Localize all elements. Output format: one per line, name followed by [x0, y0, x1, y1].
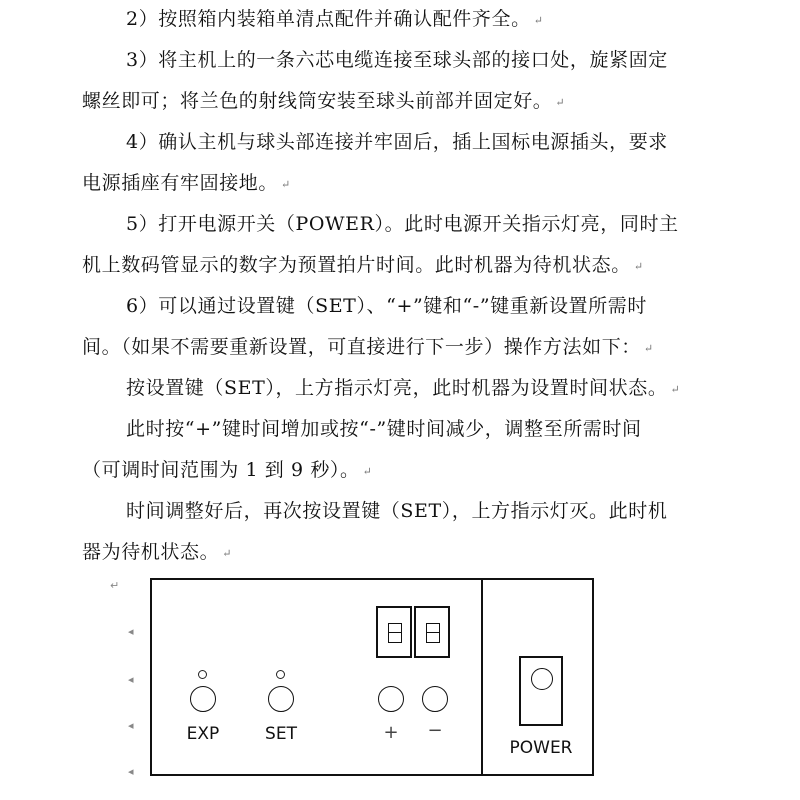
- paragraph-mark: ↵: [362, 465, 373, 478]
- text-line: 2）按照箱内装箱单清点配件并确认配件齐全。 ↵: [126, 8, 544, 30]
- set-button-label: SET: [265, 724, 297, 744]
- text-line: 此时按“+”键时间增加或按“-”键时间减少，调整至所需时间: [126, 418, 642, 440]
- text-line: 4）确认主机与球头部连接并牢固后，插上国标电源插头，要求: [126, 131, 668, 153]
- plus-label: +: [383, 722, 399, 743]
- power-label: POWER: [509, 738, 573, 758]
- paragraph-mark: ↵: [281, 178, 291, 191]
- plus-button[interactable]: [378, 686, 404, 712]
- text-line: 螺丝即可；将兰色的射线筒安装至球头前部并固定好。 ↵: [82, 90, 566, 112]
- text-line: 按设置键（SET），上方指示灯亮，此时机器为设置时间状态。 ↵: [126, 377, 681, 399]
- text-line: 机上数码管显示的数字为预置拍片时间。此时机器为待机状态。 ↵: [82, 254, 644, 276]
- digit-display-right: [414, 606, 450, 658]
- text-line: 5）打开电源开关（POWER）。此时电源开关指示灯亮，同时主: [126, 213, 679, 235]
- panel-divider: [481, 580, 483, 774]
- set-button[interactable]: [268, 686, 294, 712]
- control-panel-diagram: [150, 578, 594, 776]
- minus-button[interactable]: [422, 686, 448, 712]
- text-line: 器为待机状态。 ↵: [82, 541, 233, 563]
- power-switch-housing: [519, 656, 563, 726]
- paragraph-mark: ↵: [670, 383, 681, 396]
- margin-arrow-icon: ◂: [128, 765, 134, 778]
- paragraph-mark: ↵: [555, 96, 566, 109]
- paragraph-mark: ↵: [533, 14, 544, 27]
- margin-arrow-icon: ◂: [128, 673, 134, 686]
- exp-button[interactable]: [190, 686, 216, 712]
- margin-arrow-icon: ◂: [128, 625, 134, 638]
- text-line: （可调时间范围为 1 到 9 秒）。 ↵: [82, 459, 373, 481]
- power-switch[interactable]: [531, 668, 553, 690]
- text-line: 电源插座有牢固接地。 ↵: [82, 172, 291, 194]
- paragraph-mark: ↵: [222, 547, 233, 560]
- paragraph-mark: ↵: [633, 260, 644, 273]
- digit-display-left: [376, 606, 412, 658]
- paragraph-mark: ↵: [110, 579, 120, 592]
- paragraph-mark: ↵: [643, 342, 654, 355]
- text-line: 3）将主机上的一条六芯电缆连接至球头部的接口处，旋紧固定: [126, 49, 668, 71]
- exp-indicator-led: [198, 670, 207, 679]
- text-line: 时间调整好后，再次按设置键（SET），上方指示灯灭。此时机: [126, 500, 668, 522]
- exp-button-label: EXP: [186, 724, 220, 744]
- text-line: 6）可以通过设置键（SET）、“+”键和“-”键重新设置所需时: [126, 295, 647, 317]
- margin-arrow-icon: ◂: [128, 719, 134, 732]
- seven-segment-digit-icon: [388, 623, 402, 643]
- seven-segment-digit-icon: [426, 623, 440, 643]
- minus-label: −: [427, 720, 443, 741]
- set-indicator-led: [276, 670, 285, 679]
- text-line: 间。（如果不需要重新设置，可直接进行下一步）操作方法如下： ↵: [82, 336, 654, 358]
